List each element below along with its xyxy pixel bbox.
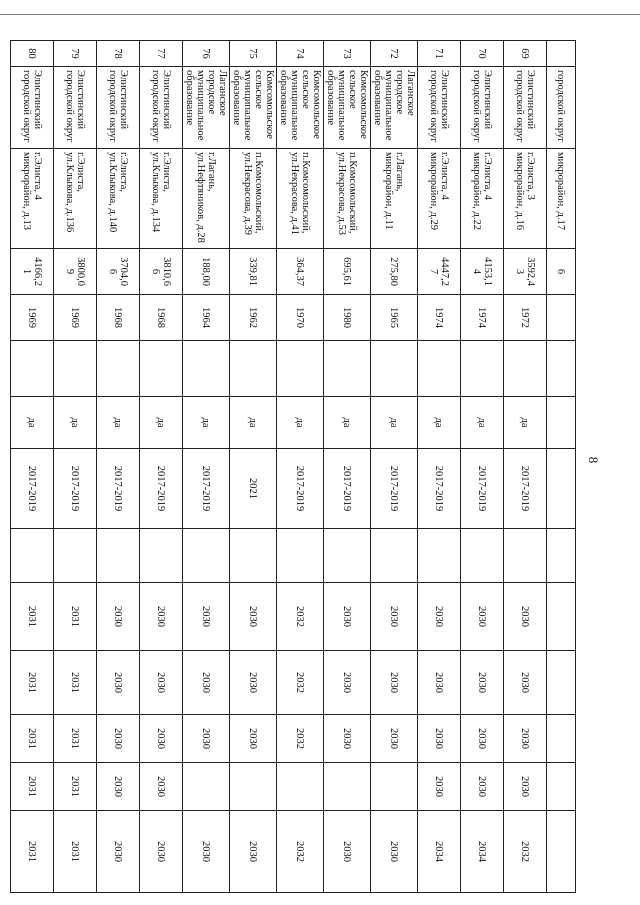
year-cell: 2030 [230, 811, 277, 893]
year-cell: 2030 [140, 811, 183, 893]
year-cell: 2030 [183, 811, 230, 893]
flag-cell: да [97, 397, 140, 449]
flag-cell: да [371, 397, 418, 449]
row-number-cell: 76 [183, 41, 230, 67]
flag-cell: да [140, 397, 183, 449]
district-cell: Элистинский городской округ [461, 67, 504, 149]
address-cell: г.Элиста, 4 микрорайон, д.29 [418, 149, 461, 249]
empty-cell [324, 529, 371, 583]
flag-cell: да [418, 397, 461, 449]
row-number-cell: 72 [371, 41, 418, 67]
housing-table [10, 40, 576, 893]
year-cell: 2030 [324, 715, 371, 763]
table-row [54, 41, 97, 893]
period-cell: 2017-2019 [11, 449, 54, 529]
year-cell: 2031 [11, 763, 54, 811]
year-cell: 1969 [54, 295, 97, 341]
year-cell: 2030 [140, 715, 183, 763]
empty-cell [418, 529, 461, 583]
year-cell: 2030 [97, 651, 140, 715]
empty-cell [54, 341, 97, 397]
row-number-cell: 74 [277, 41, 324, 67]
year-cell [371, 763, 418, 811]
year-cell: 2034 [461, 811, 504, 893]
area-cell: 3810,6 6 [140, 249, 183, 295]
district-cell: Элистинский городской округ [504, 67, 547, 149]
flag-cell: да [461, 397, 504, 449]
flag-cell: да [183, 397, 230, 449]
area-cell: 6 [547, 249, 576, 295]
district-cell: Лаганское городское муниципальное образование [371, 67, 418, 149]
empty-cell [371, 529, 418, 583]
empty-cell [11, 341, 54, 397]
year-cell: 2030 [183, 715, 230, 763]
district-cell: Комсомольское сельское муниципальное образование [277, 67, 324, 149]
row-number-cell: 75 [230, 41, 277, 67]
area-cell: 339,81 [230, 249, 277, 295]
address-cell: г.Лагань, микрорайон, д.11 [371, 149, 418, 249]
year-cell: 2030 [504, 583, 547, 651]
year-cell [183, 763, 230, 811]
table-row [183, 41, 230, 893]
year-cell: 2030 [97, 811, 140, 893]
row-number-cell: 78 [97, 41, 140, 67]
table-row [140, 41, 183, 893]
district-cell: Элистинский городской округ [54, 67, 97, 149]
year-cell: 2031 [54, 583, 97, 651]
year-cell: 1968 [140, 295, 183, 341]
year-cell: 1970 [277, 295, 324, 341]
flag-cell: да [277, 397, 324, 449]
period-cell: 2017-2019 [97, 449, 140, 529]
year-cell: 2031 [11, 811, 54, 893]
rotated-table-wrapper [21, 40, 576, 892]
period-cell: 2017-2019 [371, 449, 418, 529]
year-cell: 1969 [11, 295, 54, 341]
page-number: 8 [586, 456, 601, 464]
year-cell: 2030 [324, 651, 371, 715]
year-cell: 2030 [324, 583, 371, 651]
year-cell: 2030 [230, 715, 277, 763]
year-cell: 2031 [54, 763, 97, 811]
empty-cell [418, 341, 461, 397]
year-cell: 2030 [183, 583, 230, 651]
row-number-cell: 71 [418, 41, 461, 67]
year-cell: 1965 [371, 295, 418, 341]
empty-cell [140, 529, 183, 583]
table-row [11, 41, 54, 893]
address-cell: г.Элиста, 3 микрорайон, д.16 [504, 149, 547, 249]
area-cell: 4166,2 1 [11, 249, 54, 295]
year-cell: 1964 [183, 295, 230, 341]
address-cell: п.Комсомольский, ул.Некрасова, д.53 [324, 149, 371, 249]
year-cell: 2031 [11, 651, 54, 715]
area-cell: 4153,1 4 [461, 249, 504, 295]
empty-cell [461, 529, 504, 583]
flag-cell: да [324, 397, 371, 449]
year-cell: 2031 [54, 811, 97, 893]
year-cell: 2030 [371, 811, 418, 893]
district-cell: Элистинский городской округ [97, 67, 140, 149]
year-cell: 2030 [230, 583, 277, 651]
row-number-cell: 77 [140, 41, 183, 67]
address-cell: микрорайон, д.17 [547, 149, 576, 249]
area-cell: 3800,0 9 [54, 249, 97, 295]
year-cell: 2030 [140, 763, 183, 811]
area-cell: 3704,0 6 [97, 249, 140, 295]
year-cell: 2030 [504, 651, 547, 715]
year-cell: 2030 [324, 811, 371, 893]
address-cell: п.Комсомольский, ул.Некрасова, д.39 [230, 149, 277, 249]
flag-cell: да [54, 397, 97, 449]
empty-cell [277, 341, 324, 397]
address-cell: г.Элиста, 4 микрорайон, д.13 [11, 149, 54, 249]
empty-cell [461, 341, 504, 397]
year-cell: 1980 [324, 295, 371, 341]
district-cell: Элистинский городской округ [11, 67, 54, 149]
empty-cell [504, 529, 547, 583]
district-cell: Элистинский городской округ [140, 67, 183, 149]
flag-cell: да [230, 397, 277, 449]
address-cell: г.Элиста, ул.Клыкова, д.134 [140, 149, 183, 249]
area-cell: 364,37 [277, 249, 324, 295]
period-cell: 2017-2019 [504, 449, 547, 529]
year-cell: 2030 [461, 715, 504, 763]
area-cell: 275,80 [371, 249, 418, 295]
year-cell: 2030 [371, 583, 418, 651]
year-cell: 2030 [183, 651, 230, 715]
year-cell: 2030 [140, 583, 183, 651]
empty-cell [97, 529, 140, 583]
year-cell: 2031 [54, 651, 97, 715]
address-cell: г.Элиста, 4 микрорайон, д.22 [461, 149, 504, 249]
empty-cell [230, 341, 277, 397]
address-cell: п.Комсомольский, ул.Некрасова, д.41 [277, 149, 324, 249]
empty-cell [183, 529, 230, 583]
row-number-cell: 69 [504, 41, 547, 67]
area-cell: 188,00 [183, 249, 230, 295]
year-cell: 2030 [97, 715, 140, 763]
year-cell: 2030 [418, 715, 461, 763]
district-cell: Лаганское городское муниципальное образование [183, 67, 230, 149]
year-cell: 2034 [418, 811, 461, 893]
table-row [230, 41, 277, 893]
year-cell: 2030 [418, 763, 461, 811]
empty-cell [11, 529, 54, 583]
year-cell: 2032 [277, 651, 324, 715]
row-number-cell: 73 [324, 41, 371, 67]
table-row [504, 41, 547, 893]
year-cell [230, 763, 277, 811]
year-cell: 1974 [461, 295, 504, 341]
area-cell: 3592,4 3 [504, 249, 547, 295]
year-cell: 2030 [504, 763, 547, 811]
year-cell: 2032 [277, 811, 324, 893]
address-cell: г.Лагань, ул.Нефтяников, д.28 [183, 149, 230, 249]
year-cell: 2032 [277, 583, 324, 651]
year-cell: 2030 [461, 651, 504, 715]
table-row [324, 41, 371, 893]
period-cell: 2021 [230, 449, 277, 529]
year-cell: 2032 [277, 715, 324, 763]
year-cell: 2031 [54, 715, 97, 763]
year-cell: 2030 [371, 715, 418, 763]
period-cell: 2017-2019 [54, 449, 97, 529]
year-cell: 2032 [504, 811, 547, 893]
flag-cell: да [11, 397, 54, 449]
year-cell: 2030 [461, 763, 504, 811]
district-cell: Комсомольское сельское муниципальное образование [230, 67, 277, 149]
period-cell: 2017-2019 [324, 449, 371, 529]
period-cell: 2017-2019 [140, 449, 183, 529]
empty-cell [324, 341, 371, 397]
year-cell: 1968 [97, 295, 140, 341]
year-cell: 1962 [230, 295, 277, 341]
year-cell: 1972 [504, 295, 547, 341]
empty-cell [277, 529, 324, 583]
year-cell: 2030 [97, 583, 140, 651]
empty-cell [183, 341, 230, 397]
table-row [371, 41, 418, 893]
year-cell [277, 763, 324, 811]
year-cell: 2030 [140, 651, 183, 715]
period-cell: 2017-2019 [418, 449, 461, 529]
district-cell: городской округ [547, 67, 576, 149]
table-row [277, 41, 324, 893]
district-cell: Комсомольское сельское муниципальное образование [324, 67, 371, 149]
address-cell: г.Элиста, ул.Клыкова, д.136 [54, 149, 97, 249]
empty-cell [371, 341, 418, 397]
flag-cell: да [504, 397, 547, 449]
year-cell: 2030 [461, 583, 504, 651]
table-row [418, 41, 461, 893]
district-cell: Элистинский городской округ [418, 67, 461, 149]
empty-cell [97, 341, 140, 397]
year-cell: 2030 [371, 651, 418, 715]
year-cell: 1974 [418, 295, 461, 341]
empty-cell [504, 341, 547, 397]
year-cell: 2030 [418, 651, 461, 715]
year-cell: 2030 [418, 583, 461, 651]
year-cell: 2030 [230, 651, 277, 715]
table-row [461, 41, 504, 893]
year-cell: 2031 [11, 583, 54, 651]
row-number-cell: 79 [54, 41, 97, 67]
year-cell [324, 763, 371, 811]
table-row [97, 41, 140, 893]
year-cell: 2030 [504, 715, 547, 763]
year-cell: 2030 [97, 763, 140, 811]
period-cell: 2017-2019 [183, 449, 230, 529]
period-cell: 2017-2019 [277, 449, 324, 529]
area-cell: 695,61 [324, 249, 371, 295]
period-cell: 2017-2019 [461, 449, 504, 529]
row-number-cell: 70 [461, 41, 504, 67]
empty-cell [140, 341, 183, 397]
row-number-cell: 80 [11, 41, 54, 67]
table-row-continuation [547, 41, 576, 893]
address-cell: г.Элиста, ул.Клыкова, д.140 [97, 149, 140, 249]
area-cell: 4447,2 7 [418, 249, 461, 295]
empty-cell [230, 529, 277, 583]
empty-cell [54, 529, 97, 583]
top-rule [0, 14, 640, 15]
year-cell: 2031 [11, 715, 54, 763]
